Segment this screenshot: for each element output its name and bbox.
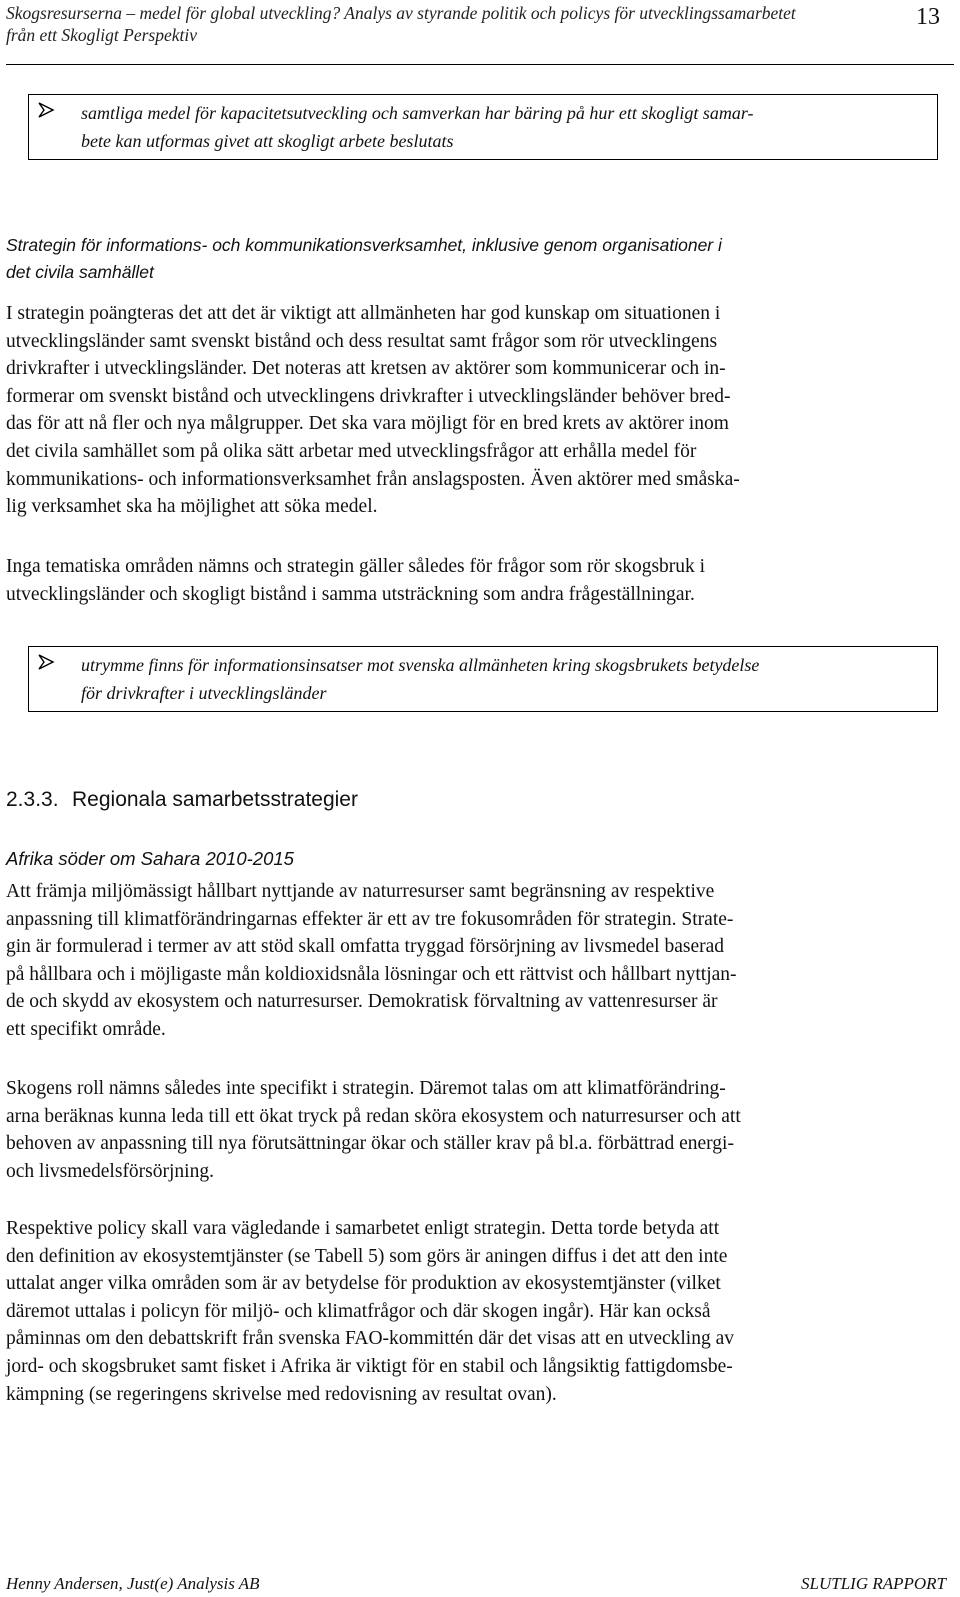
paragraph-line: den definition av ekosystemtjänster (se Tabell 5) som görs är aningen diffus i det att den inte (6, 1245, 728, 1267)
paragraph-line: utvecklingsländer och skogligt bistånd i samma utsträckning som andra frågeställningar. (6, 583, 695, 605)
paragraph-line: Att främja miljömässigt hållbart nyttjande av naturresurser samt begränsning av respektive (6, 881, 715, 902)
subheading-line-1: Strategin för informations- och kommunikationsverksamhet, inklusive genom organisationer i (6, 235, 722, 255)
paragraph-line: Skogens roll nämns således inte specifikt i strategin. Däremot talas om att klimatförändring- (6, 1078, 726, 1099)
callout-box-2 (28, 646, 938, 712)
paragraph-line: det civila samhället som på olika sätt arbetar med utvecklingsfrågor att erhålla medel för (6, 440, 697, 462)
page-number: 13 (916, 4, 940, 30)
paragraph-line: ett specifikt område. (6, 1018, 166, 1040)
footer-author: Henny Andersen, Just(e) Analysis AB (6, 1574, 260, 1593)
paragraph-line: Respektive policy skall vara vägledande i samarbetet enligt strategin. Detta torde betyda att (6, 1218, 720, 1239)
paragraph-line: kämpning (se regeringens skrivelse med redovisning av resultat ovan). (6, 1383, 557, 1405)
paragraph-line: på hållbara och i möjligaste mån koldioxidsnåla lösningar och ett rättvist och hållbart nyttjan- (6, 963, 737, 985)
section-heading (6, 788, 358, 812)
header-title (6, 2, 886, 46)
paragraph-3 (6, 878, 941, 1044)
paragraph-2 (6, 553, 941, 608)
subheading-strategy (6, 232, 936, 286)
paragraph-line: och livsmedelsförsörjning. (6, 1160, 214, 1182)
paragraph-line: påminnas om den debattskrift från svenska FAO-kommittén där det visas att en utveckling av (6, 1328, 735, 1350)
paragraph-line: de och skydd av ekosystem och naturresurser. Demokratisk förvaltning av vattenresurser är (6, 991, 718, 1013)
callout-1-line-2: bete kan utformas givet att skogligt arbete beslutats (81, 131, 454, 151)
section-title: Regionala samarbetsstrategier (72, 788, 358, 811)
subsection-heading: Afrika söder om Sahara 2010-2015 (6, 848, 294, 869)
header-divider (6, 64, 954, 65)
paragraph-line: lig verksamhet ska ha möjlighet att söka medel. (6, 496, 378, 518)
callout-2-line-2: för drivkrafter i utvecklingsländer (81, 683, 327, 703)
paragraph-line: I strategin poängteras det att det är viktigt att allmänheten har god kunskap om situationen i (6, 303, 721, 324)
paragraph-line: behoven av anpassning till nya förutsättningar ökar och ställer krav på bl.a. förbättrad energi- (6, 1133, 734, 1155)
section-number: 2.3.3. (6, 788, 59, 811)
callout-box-1 (28, 94, 938, 160)
paragraph-line: Inga tematiska områden nämns och strategin gäller således för frågor som rör skogsbruk i (6, 556, 706, 577)
paragraph-line: gin är formulerad i termer av att stöd skall omfatta tryggad försörjning av livsmedel baserad (6, 936, 725, 958)
paragraph-line: kommunikations- och informationsverksamhet från anslagsposten. Även aktörer med småska- (6, 468, 740, 490)
paragraph-line: jord- och skogsbruket samt fisket i Afrika är viktigt för en stabil och långsiktig fattigdomsbe- (6, 1355, 733, 1377)
paragraph-line: däremot uttalas i policyn för miljö- och klimatfrågor och där skogen ingår). Här kan också (6, 1300, 711, 1322)
paragraph-line: utvecklingsländer samt svenskt bistånd och dess resultat samt frågor som rör utvecklingens (6, 330, 718, 352)
header-title-line-2: från ett Skogligt Perspektiv (6, 25, 197, 45)
paragraph-1 (6, 300, 941, 521)
arrow-bullet-icon (37, 653, 55, 671)
paragraph-line: das för att nå fler och nya målgrupper. Det ska vara möjligt för en bred krets av aktörer inom (6, 413, 729, 435)
footer-report-label: SLUTLIG RAPPORT (801, 1574, 946, 1593)
callout-2-line-1: utrymme finns för informationsinsatser mot svenska allmänheten kring skogsbrukets betydelse (81, 655, 760, 675)
callout-1-line-1: samtliga medel för kapacitetsutveckling och samverkan har bäring på hur ett skogligt samar- (81, 103, 754, 123)
paragraph-line: arna beräknas kunna leda till ett ökat tryck på redan sköra ekosystem och naturresurser och att (6, 1105, 741, 1127)
paragraph-4 (6, 1075, 941, 1185)
paragraph-line: anpassning till klimatförändringarnas effekter är ett av tre fokusområden för strategin. Strate- (6, 908, 734, 930)
page-header (6, 0, 954, 67)
paragraph-line: formerar om svenskt bistånd och utvecklingens drivkrafter i utvecklingsländer behöver bred- (6, 385, 731, 407)
paragraph-line: drivkrafter i utvecklingsländer. Det noteras att kretsen av aktörer som kommunicerar och in- (6, 358, 726, 380)
subheading-line-2: det civila samhället (6, 262, 154, 282)
header-title-line-1: Skogsresurserna – medel för global utveckling? Analys av styrande politik och policys för utvecklingssamarbetet (6, 3, 796, 23)
paragraph-line: uttalat anger vilka områden som är av betydelse för produktion av ekosystemtjänster (vilket (6, 1273, 721, 1295)
paragraph-5 (6, 1215, 941, 1408)
arrow-bullet-icon (37, 101, 55, 119)
